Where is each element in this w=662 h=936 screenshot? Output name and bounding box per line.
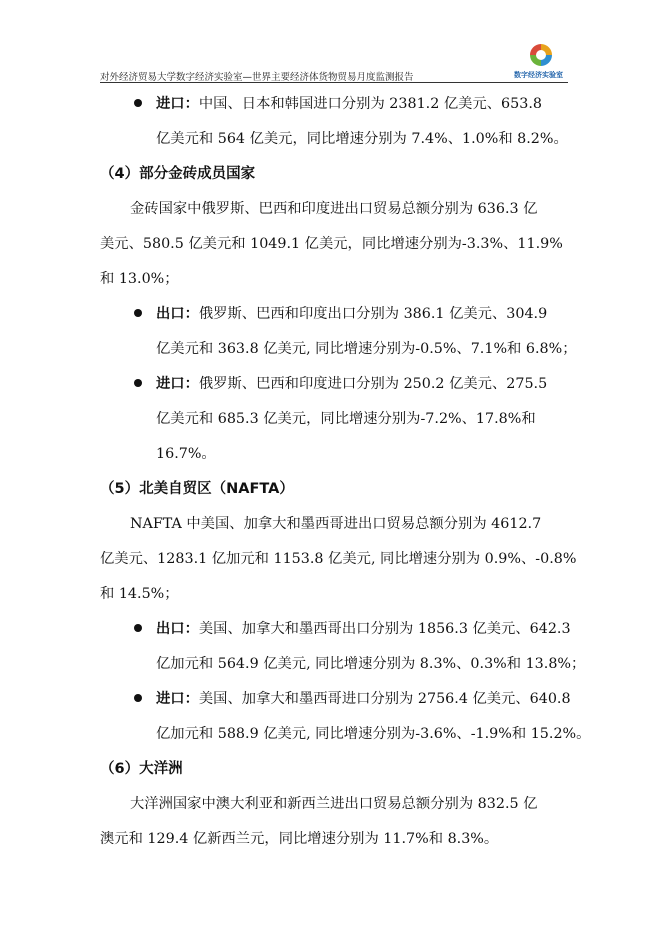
import-bullet-asia [100, 87, 570, 122]
paragraph-line: 大洋洲国家中澳大利亚和新西兰进出口贸易总额分别为 832.5 亿 [130, 796, 538, 812]
bullet-text: 俄罗斯、巴西和印度进口分别为 250.2 亿美元、275.5 [198, 376, 548, 392]
import-bullet-nafta [100, 682, 570, 717]
bullet-icon [134, 624, 142, 632]
import-bullet-brics [100, 367, 570, 402]
page-header [100, 44, 568, 86]
bullet-icon [134, 309, 142, 317]
section-heading-oceania: （6）大洋洲 [100, 761, 183, 777]
paragraph-line: 金砖国家中俄罗斯、巴西和印度进出口贸易总额分别为 636.3 亿 [130, 201, 538, 217]
bullet-text: 俄罗斯、巴西和印度出口分别为 386.1 亿美元、304.9 [198, 306, 548, 322]
bullet-icon [134, 99, 142, 107]
bullet-icon [134, 379, 142, 387]
bullet-continuation: 亿加元和 588.9 亿美元, 同比增速分别为-3.6%、-1.9%和 15.2%。 [156, 726, 591, 742]
bullet-label: 进口： [156, 376, 199, 392]
document-body [100, 87, 591, 857]
bullet-continuation: 16.7%。 [156, 446, 216, 462]
bullet-label: 出口： [156, 306, 199, 322]
bullet-label: 出口： [156, 621, 199, 637]
header-title: 对外经济贸易大学数字经济实验室—世界主要经济体货物贸易月度监测报告 [100, 72, 414, 83]
paragraph-line: 美元、580.5 亿美元和 1049.1 亿美元，同比增速分别为-3.3%、11.9% [100, 236, 563, 252]
logo-emblem-icon [530, 44, 552, 66]
bullet-label: 进口： [156, 691, 199, 707]
paragraph-line: 和 14.5%； [100, 586, 179, 602]
bullet-text: 美国、加拿大和墨西哥进口分别为 2756.4 亿美元、640.8 [198, 691, 571, 707]
bullet-icon [134, 694, 142, 702]
bullet-continuation: 亿美元和 685.3 亿美元，同比增速分别为-7.2%、17.8%和 [156, 411, 536, 427]
section-heading-nafta: （5）北美自贸区（NAFTA） [100, 481, 294, 497]
paragraph-line: 澳元和 129.4 亿新西兰元，同比增速分别为 11.7%和 8.3%。 [100, 831, 499, 847]
logo-text: 数字经济实验室 [514, 71, 563, 79]
export-bullet-brics [100, 297, 570, 332]
bullet-text: 美国、加拿大和墨西哥出口分别为 1856.3 亿美元、642.3 [198, 621, 571, 637]
paragraph-line: 和 13.0%； [100, 271, 179, 287]
bullet-text: 中国、日本和韩国进口分别为 2381.2 亿美元、653.8 [198, 96, 542, 112]
bullet-continuation: 亿美元和 363.8 亿美元, 同比增速分别为-0.5%、7.1%和 6.8%； [156, 341, 577, 357]
lab-logo [514, 44, 564, 82]
bullet-continuation: 亿加元和 564.9 亿美元, 同比增速分别为 8.3%、0.3%和 13.8%； [156, 656, 586, 672]
export-bullet-nafta [100, 612, 570, 647]
paragraph-line: NAFTA 中美国、加拿大和墨西哥进出口贸易总额分别为 4612.7 [130, 516, 542, 532]
bullet-continuation: 亿美元和 564 亿美元，同比增速分别为 7.4%、1.0%和 8.2%。 [156, 131, 568, 147]
section-heading-brics: （4）部分金砖成员国家 [100, 166, 256, 182]
bullet-label: 进口： [156, 96, 199, 112]
paragraph-line: 亿美元、1283.1 亿加元和 1153.8 亿美元, 同比增速分别为 0.9%、-0.8% [100, 551, 577, 567]
header-divider [100, 82, 568, 83]
